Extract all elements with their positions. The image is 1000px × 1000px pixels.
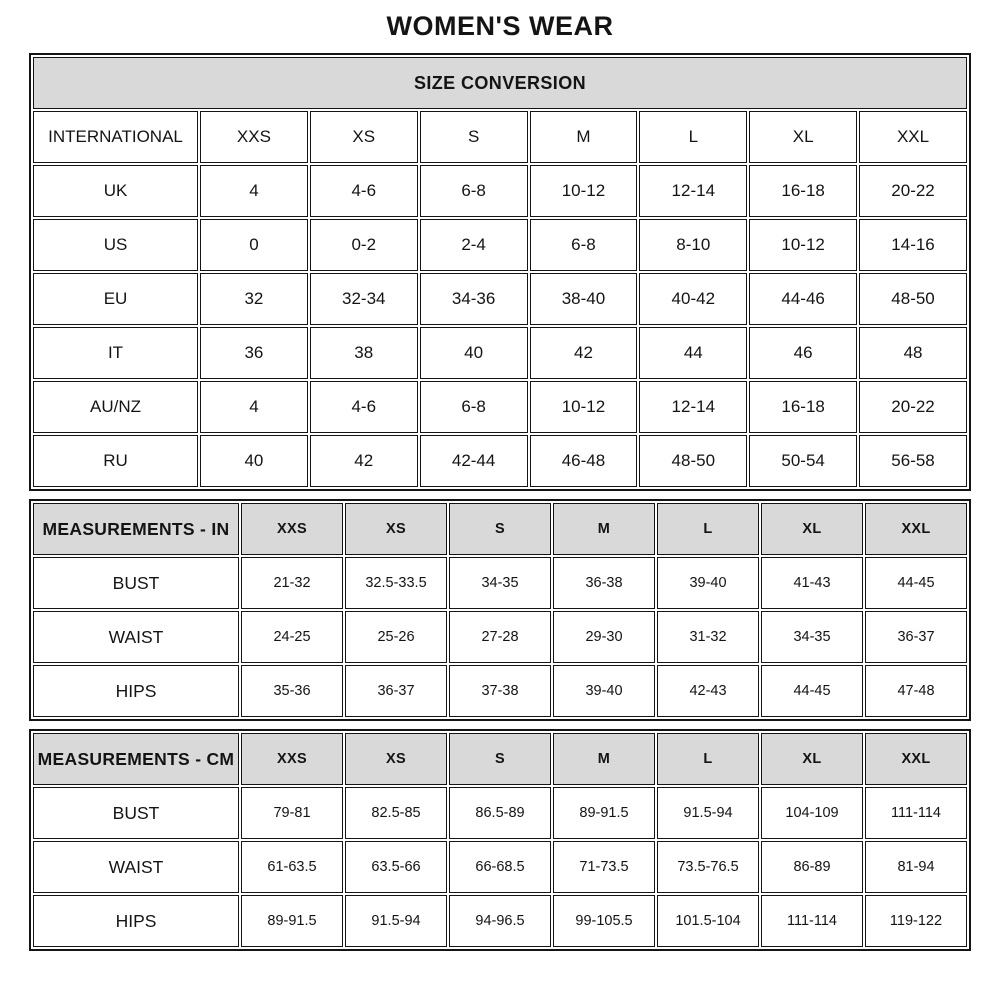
value-cell: 32-34 xyxy=(310,273,418,325)
size-conversion-table xyxy=(29,53,971,491)
value-cell: 61-63.5 xyxy=(241,841,343,893)
table-row xyxy=(33,219,967,271)
value-cell: 89-91.5 xyxy=(241,895,343,947)
size-column-header: L xyxy=(657,503,759,555)
value-cell: 12-14 xyxy=(639,165,747,217)
size-column-header: XXS xyxy=(241,503,343,555)
value-cell: 81-94 xyxy=(865,841,967,893)
value-cell: 48 xyxy=(859,327,967,379)
value-cell: 44-45 xyxy=(865,557,967,609)
row-label: IT xyxy=(33,327,198,379)
table-row xyxy=(33,665,967,717)
table-row xyxy=(33,165,967,217)
value-cell: 24-25 xyxy=(241,611,343,663)
value-cell: 40 xyxy=(420,327,528,379)
row-label: UK xyxy=(33,165,198,217)
size-column-header: XL xyxy=(761,733,863,785)
value-cell: 42 xyxy=(530,327,638,379)
value-cell: 89-91.5 xyxy=(553,787,655,839)
value-cell: 63.5-66 xyxy=(345,841,447,893)
value-cell: XXS xyxy=(200,111,308,163)
value-cell: 91.5-94 xyxy=(657,787,759,839)
value-cell: 41-43 xyxy=(761,557,863,609)
value-cell: 44-45 xyxy=(761,665,863,717)
value-cell: 34-35 xyxy=(761,611,863,663)
table-row xyxy=(33,381,967,433)
value-cell: 27-28 xyxy=(449,611,551,663)
value-cell: S xyxy=(420,111,528,163)
value-cell: 104-109 xyxy=(761,787,863,839)
value-cell: 37-38 xyxy=(449,665,551,717)
value-cell: L xyxy=(639,111,747,163)
value-cell: 32.5-33.5 xyxy=(345,557,447,609)
value-cell: 10-12 xyxy=(530,165,638,217)
table-row xyxy=(33,787,967,839)
value-cell: 101.5-104 xyxy=(657,895,759,947)
value-cell: 66-68.5 xyxy=(449,841,551,893)
page-title: WOMEN'S WEAR xyxy=(386,11,614,41)
value-cell: 4 xyxy=(200,165,308,217)
size-column-header: S xyxy=(449,503,551,555)
value-cell: 79-81 xyxy=(241,787,343,839)
value-cell: 0-2 xyxy=(310,219,418,271)
table-row xyxy=(33,435,967,487)
value-cell: 34-35 xyxy=(449,557,551,609)
value-cell: 111-114 xyxy=(865,787,967,839)
value-cell: 25-26 xyxy=(345,611,447,663)
row-label: AU/NZ xyxy=(33,381,198,433)
value-cell: 20-22 xyxy=(859,381,967,433)
value-cell: 42 xyxy=(310,435,418,487)
value-cell: 38 xyxy=(310,327,418,379)
value-cell: 34-36 xyxy=(420,273,528,325)
table-row xyxy=(33,111,967,163)
value-cell: 99-105.5 xyxy=(553,895,655,947)
value-cell: 50-54 xyxy=(749,435,857,487)
value-cell: 48-50 xyxy=(859,273,967,325)
value-cell: 36-38 xyxy=(553,557,655,609)
row-label: HIPS xyxy=(33,665,239,717)
value-cell: 91.5-94 xyxy=(345,895,447,947)
size-column-header: XXS xyxy=(241,733,343,785)
value-cell: 16-18 xyxy=(749,165,857,217)
value-cell: 4-6 xyxy=(310,165,418,217)
value-cell: 46 xyxy=(749,327,857,379)
value-cell: 48-50 xyxy=(639,435,747,487)
value-cell: 38-40 xyxy=(530,273,638,325)
value-cell: M xyxy=(530,111,638,163)
value-cell: 20-22 xyxy=(859,165,967,217)
value-cell: XS xyxy=(310,111,418,163)
column-header-row xyxy=(33,503,967,555)
value-cell: 2-4 xyxy=(420,219,528,271)
size-column-header: XL xyxy=(761,503,863,555)
table-title: SIZE CONVERSION xyxy=(33,57,967,109)
value-cell: XXL xyxy=(859,111,967,163)
size-column-header: L xyxy=(657,733,759,785)
value-cell: 42-43 xyxy=(657,665,759,717)
table-row xyxy=(33,895,967,947)
size-column-header: M xyxy=(553,503,655,555)
size-column-header: XS xyxy=(345,503,447,555)
value-cell: 46-48 xyxy=(530,435,638,487)
value-cell: 16-18 xyxy=(749,381,857,433)
value-cell: 40 xyxy=(200,435,308,487)
value-cell: 10-12 xyxy=(749,219,857,271)
value-cell: 44-46 xyxy=(749,273,857,325)
table-row xyxy=(33,327,967,379)
size-column-header: XS xyxy=(345,733,447,785)
row-label: EU xyxy=(33,273,198,325)
table-row xyxy=(33,557,967,609)
row-label: US xyxy=(33,219,198,271)
value-cell: 12-14 xyxy=(639,381,747,433)
size-column-header: M xyxy=(553,733,655,785)
value-cell: 14-16 xyxy=(859,219,967,271)
row-label: BUST xyxy=(33,557,239,609)
row-label: WAIST xyxy=(33,611,239,663)
size-column-header: XXL xyxy=(865,503,967,555)
value-cell: 29-30 xyxy=(553,611,655,663)
value-cell: XL xyxy=(749,111,857,163)
table-title: MEASUREMENTS - CM xyxy=(33,733,239,785)
table-title: MEASUREMENTS - IN xyxy=(33,503,239,555)
value-cell: 8-10 xyxy=(639,219,747,271)
value-cell: 82.5-85 xyxy=(345,787,447,839)
value-cell: 111-114 xyxy=(761,895,863,947)
value-cell: 39-40 xyxy=(657,557,759,609)
value-cell: 56-58 xyxy=(859,435,967,487)
value-cell: 71-73.5 xyxy=(553,841,655,893)
value-cell: 36-37 xyxy=(865,611,967,663)
value-cell: 44 xyxy=(639,327,747,379)
value-cell: 94-96.5 xyxy=(449,895,551,947)
value-cell: 36-37 xyxy=(345,665,447,717)
value-cell: 21-32 xyxy=(241,557,343,609)
row-label: INTERNATIONAL xyxy=(33,111,198,163)
measurements-cm-table xyxy=(29,729,971,951)
row-label: HIPS xyxy=(33,895,239,947)
table-row xyxy=(33,611,967,663)
size-column-header: XXL xyxy=(865,733,967,785)
value-cell: 31-32 xyxy=(657,611,759,663)
value-cell: 47-48 xyxy=(865,665,967,717)
value-cell: 0 xyxy=(200,219,308,271)
value-cell: 42-44 xyxy=(420,435,528,487)
value-cell: 73.5-76.5 xyxy=(657,841,759,893)
row-label: WAIST xyxy=(33,841,239,893)
table-row xyxy=(33,273,967,325)
value-cell: 35-36 xyxy=(241,665,343,717)
row-label: BUST xyxy=(33,787,239,839)
value-cell: 119-122 xyxy=(865,895,967,947)
value-cell: 36 xyxy=(200,327,308,379)
measurements-in-table xyxy=(29,499,971,721)
value-cell: 6-8 xyxy=(420,381,528,433)
value-cell: 6-8 xyxy=(530,219,638,271)
value-cell: 39-40 xyxy=(553,665,655,717)
table-caption-row xyxy=(33,57,967,109)
value-cell: 32 xyxy=(200,273,308,325)
value-cell: 4 xyxy=(200,381,308,433)
column-header-row xyxy=(33,733,967,785)
value-cell: 4-6 xyxy=(310,381,418,433)
size-column-header: S xyxy=(449,733,551,785)
value-cell: 86-89 xyxy=(761,841,863,893)
value-cell: 86.5-89 xyxy=(449,787,551,839)
table-row xyxy=(33,841,967,893)
value-cell: 40-42 xyxy=(639,273,747,325)
value-cell: 10-12 xyxy=(530,381,638,433)
value-cell: 6-8 xyxy=(420,165,528,217)
row-label: RU xyxy=(33,435,198,487)
